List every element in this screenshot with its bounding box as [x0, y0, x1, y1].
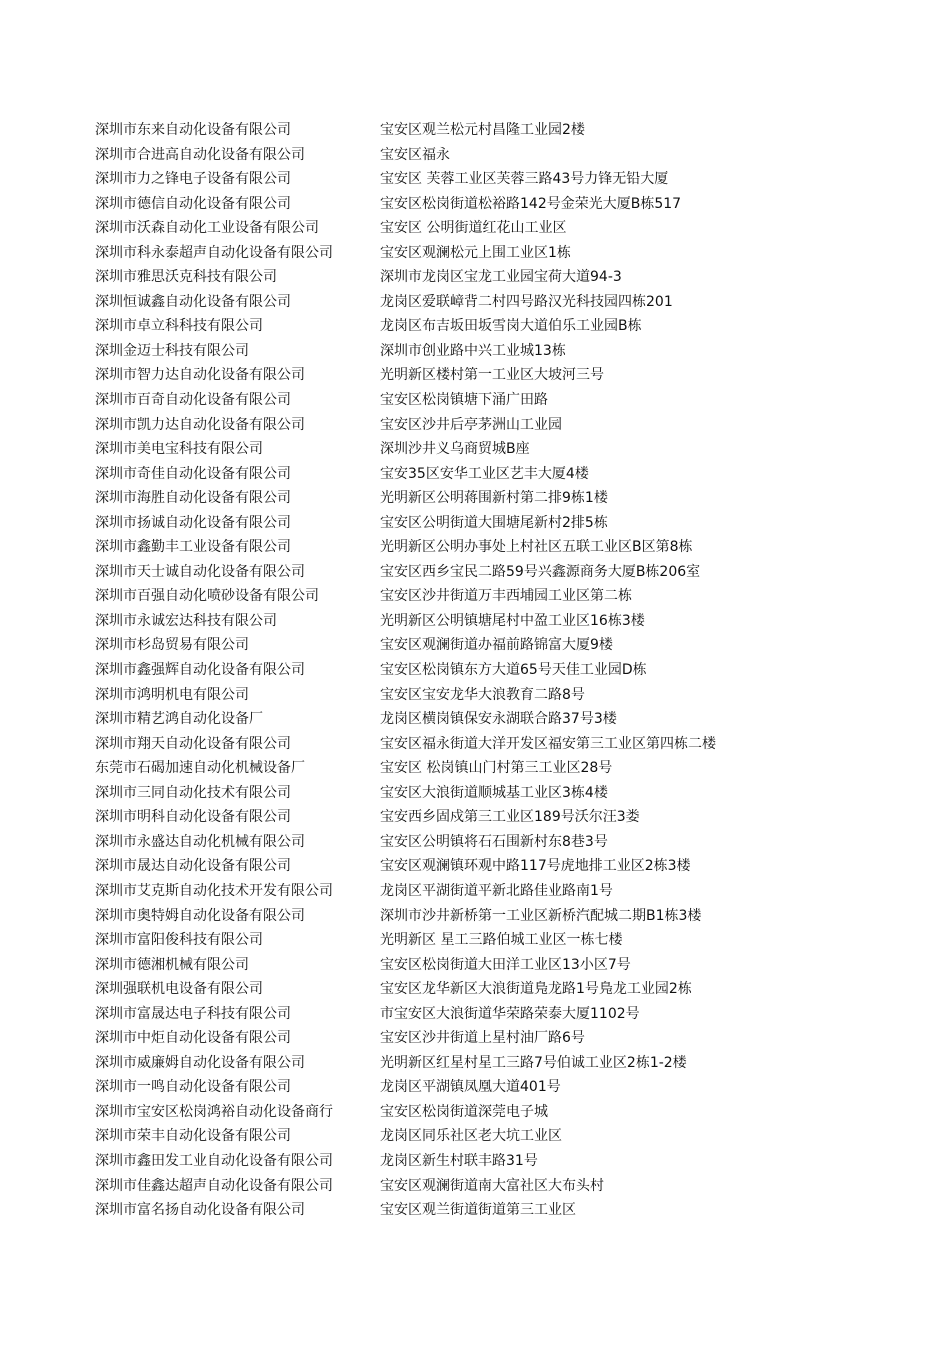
company-name: 深圳市奇佳自动化设备有限公司 — [95, 465, 291, 482]
company-address: 宝安区公明镇将石石围新村东8巷3号 — [380, 833, 608, 850]
company-address: 宝安区观澜镇环观中路117号虎地排工业区2栋3楼 — [380, 858, 691, 875]
company-name: 深圳强联机电设备有限公司 — [95, 981, 263, 998]
list-item — [95, 1174, 855, 1199]
list-item — [95, 388, 855, 413]
company-address: 宝安区观兰松元村昌隆工业园2楼 — [380, 122, 585, 138]
company-name: 深圳市艾克斯自动化技术开发有限公司 — [95, 882, 333, 899]
list-item — [95, 1100, 855, 1125]
list-item — [95, 437, 855, 462]
company-name: 深圳市杉岛贸易有限公司 — [95, 637, 249, 654]
company-name: 深圳市合进高自动化设备有限公司 — [95, 146, 305, 163]
company-name: 深圳市德湘机械有限公司 — [95, 956, 249, 973]
company-address: 深圳市沙井新桥第一工业区新桥汽配城二期B1栋3楼 — [380, 907, 702, 924]
list-item — [95, 241, 855, 266]
company-name: 深圳市精艺鸿自动化设备厂 — [95, 711, 263, 728]
company-address: 宝安区福永 — [380, 146, 450, 163]
company-name: 深圳市鑫勤丰工业设备有限公司 — [95, 539, 291, 556]
company-address: 宝安区观兰街道街道第三工业区 — [380, 1202, 576, 1219]
company-address: 市宝安区大浪街道华荣路荣泰大厦1102号 — [380, 1005, 640, 1022]
company-address: 宝安区西乡宝民二路59号兴鑫源商务大厦B栋206室 — [380, 563, 701, 580]
list-item — [95, 732, 855, 757]
list-item — [95, 756, 855, 781]
list-item — [95, 707, 855, 732]
company-address: 光明新区楼村第一工业区大坡河三号 — [380, 367, 604, 384]
company-name: 深圳市天士诚自动化设备有限公司 — [95, 563, 305, 580]
company-name: 深圳市东来自动化设备有限公司 — [95, 122, 291, 138]
company-name: 深圳市美电宝科技有限公司 — [95, 441, 263, 458]
company-name: 深圳市百强自动化喷砂设备有限公司 — [95, 588, 319, 605]
company-address: 光明新区公明办事处上村社区五联工业区B区第8栋 — [380, 539, 693, 556]
company-address: 宝安区松岗街道松裕路142号金荣光大厦B栋517 — [380, 195, 682, 212]
company-name: 深圳市沃森自动化工业设备有限公司 — [95, 220, 319, 237]
company-address: 光明新区公明镇塘尾村中盈工业区16栋3楼 — [380, 612, 645, 629]
list-item — [95, 167, 855, 192]
list-item — [95, 413, 855, 438]
company-name: 深圳恒诚鑫自动化设备有限公司 — [95, 293, 291, 310]
company-name: 深圳市鑫田发工业自动化设备有限公司 — [95, 1152, 333, 1169]
company-address: 龙岗区同乐社区老大坑工业区 — [380, 1128, 562, 1145]
list-item — [95, 1124, 855, 1149]
company-name: 深圳市凯力达自动化设备有限公司 — [95, 416, 305, 433]
company-address: 龙岗区平湖街道平新北路佳业路南1号 — [380, 882, 613, 899]
list-item — [95, 143, 855, 168]
company-name: 深圳市奥特姆自动化设备有限公司 — [95, 907, 305, 924]
company-address: 龙岗区布吉坂田坂雪岗大道伯乐工业园B栋 — [380, 318, 642, 335]
list-item — [95, 1002, 855, 1027]
company-name: 深圳市力之锋电子设备有限公司 — [95, 171, 291, 188]
list-item — [95, 658, 855, 683]
list-item — [95, 462, 855, 487]
company-address: 宝安西乡固戍第三工业区189号沃尔汪3娄 — [380, 809, 640, 826]
list-item — [95, 683, 855, 708]
company-address: 宝安区松岗街道大田洋工业区13小区7号 — [380, 956, 631, 973]
list-item — [95, 511, 855, 536]
company-name: 深圳市翔天自动化设备有限公司 — [95, 735, 291, 752]
list-item — [95, 290, 855, 315]
company-address: 光明新区红星村星工三路7号伯诚工业区2栋1-2楼 — [380, 1054, 687, 1071]
company-address: 宝安区龙华新区大浪街道鳬龙路1号鳬龙工业园2栋 — [380, 981, 692, 998]
list-item — [95, 805, 855, 830]
company-name: 深圳市智力达自动化设备有限公司 — [95, 367, 305, 384]
company-address: 宝安区宝安龙华大浪教育二路8号 — [380, 686, 585, 703]
company-name: 深圳市鸿明机电有限公司 — [95, 686, 249, 703]
company-address: 龙岗区平湖镇凤凰大道401号 — [380, 1079, 561, 1096]
list-item — [95, 363, 855, 388]
company-name: 深圳市中炬自动化设备有限公司 — [95, 1030, 291, 1047]
company-name: 深圳金迈士科技有限公司 — [95, 342, 249, 359]
company-address-list — [95, 118, 855, 1223]
list-item — [95, 1149, 855, 1174]
company-address: 宝安区松岗镇塘下涌广田路 — [380, 392, 548, 409]
company-address: 宝安区观澜街道南大富社区大布头村 — [380, 1177, 604, 1194]
company-name: 深圳市明科自动化设备有限公司 — [95, 809, 291, 826]
company-address: 宝安区松岗镇东方大道65号天佳工业园D栋 — [380, 662, 647, 679]
company-name: 深圳市海胜自动化设备有限公司 — [95, 490, 291, 507]
list-item — [95, 904, 855, 929]
company-address: 宝安区 公明街道红花山工业区 — [380, 220, 567, 237]
list-item — [95, 781, 855, 806]
company-name: 深圳市富阳俊科技有限公司 — [95, 932, 263, 949]
list-item — [95, 560, 855, 585]
list-item — [95, 584, 855, 609]
company-address: 宝安区大浪街道顺城基工业区3栋4楼 — [380, 784, 608, 801]
company-address: 宝安区沙井后亭茅洲山工业园 — [380, 416, 562, 433]
company-name: 深圳市荣丰自动化设备有限公司 — [95, 1128, 291, 1145]
company-address: 深圳沙井义乌商贸城B座 — [380, 441, 530, 458]
company-name: 东莞市石碣加速自动化机械设备厂 — [95, 760, 305, 777]
list-item — [95, 1026, 855, 1051]
list-item — [95, 1075, 855, 1100]
list-item — [95, 953, 855, 978]
company-address: 宝安35区安华工业区艺丰大厦4楼 — [380, 465, 589, 482]
list-item — [95, 1198, 855, 1223]
company-address: 深圳市创业路中兴工业城13栋 — [380, 342, 566, 359]
company-address: 宝安区福永街道大洋开发区福安第三工业区第四栋二楼 — [380, 735, 716, 752]
company-name: 深圳市永诚宏达科技有限公司 — [95, 612, 277, 629]
list-item — [95, 192, 855, 217]
company-name: 深圳市科永泰超声自动化设备有限公司 — [95, 244, 333, 261]
company-name: 深圳市扬诚自动化设备有限公司 — [95, 514, 291, 531]
company-name: 深圳市永盛达自动化机械有限公司 — [95, 833, 305, 850]
list-item — [95, 977, 855, 1002]
list-item — [95, 928, 855, 953]
company-name: 深圳市威廉姆自动化设备有限公司 — [95, 1054, 305, 1071]
company-name: 深圳市百奇自动化设备有限公司 — [95, 392, 291, 409]
company-name: 深圳市宝安区松岗鸿裕自动化设备商行 — [95, 1103, 333, 1120]
company-name: 深圳市晟达自动化设备有限公司 — [95, 858, 291, 875]
company-address: 龙岗区新生村联丰路31号 — [380, 1152, 538, 1169]
list-item — [95, 118, 855, 143]
list-item — [95, 486, 855, 511]
company-address: 宝安区沙井街道上星村油厂路6号 — [380, 1030, 585, 1047]
list-item — [95, 339, 855, 364]
company-name: 深圳市德信自动化设备有限公司 — [95, 195, 291, 212]
company-address: 光明新区公明蒋围新村第二排9栋1楼 — [380, 490, 608, 507]
company-address: 深圳市龙岗区宝龙工业园宝荷大道94-3 — [380, 269, 622, 286]
list-item — [95, 1051, 855, 1076]
company-address: 宝安区沙井街道万丰西埔园工业区第二栋 — [380, 588, 632, 605]
list-item — [95, 830, 855, 855]
list-item — [95, 265, 855, 290]
company-address: 宝安区松岗街道深莞电子城 — [380, 1103, 548, 1120]
list-item — [95, 879, 855, 904]
company-address: 宝安区公明街道大围塘尾新村2排5栋 — [380, 514, 608, 531]
company-address: 宝安区观澜街道办福前路锦富大厦9楼 — [380, 637, 613, 654]
company-name: 深圳市佳鑫达超声自动化设备有限公司 — [95, 1177, 333, 1194]
company-address: 龙岗区横岗镇保安永湖联合路37号3楼 — [380, 711, 617, 728]
company-name: 深圳市雅思沃克科技有限公司 — [95, 269, 277, 286]
company-name: 深圳市鑫强辉自动化设备有限公司 — [95, 662, 305, 679]
list-item — [95, 609, 855, 634]
company-name: 深圳市卓立科科技有限公司 — [95, 318, 263, 335]
list-item — [95, 854, 855, 879]
company-name: 深圳市富名扬自动化设备有限公司 — [95, 1202, 305, 1219]
company-address: 宝安区 松岗镇山门村第三工业区28号 — [380, 760, 613, 777]
company-name: 深圳市富晟达电子科技有限公司 — [95, 1005, 291, 1022]
list-item — [95, 314, 855, 339]
company-address: 光明新区 星工三路伯城工业区一栋七楼 — [380, 932, 623, 949]
company-address: 龙岗区爱联嶂背二村四号路汉光科技园四栋201 — [380, 293, 673, 310]
list-item — [95, 535, 855, 560]
list-item — [95, 216, 855, 241]
company-name: 深圳市一鸣自动化设备有限公司 — [95, 1079, 291, 1096]
list-item — [95, 633, 855, 658]
company-name: 深圳市三同自动化技术有限公司 — [95, 784, 291, 801]
company-address: 宝安区观澜松元上围工业区1栋 — [380, 244, 571, 261]
company-address: 宝安区 芙蓉工业区芙蓉三路43号力锋无铅大厦 — [380, 171, 669, 188]
